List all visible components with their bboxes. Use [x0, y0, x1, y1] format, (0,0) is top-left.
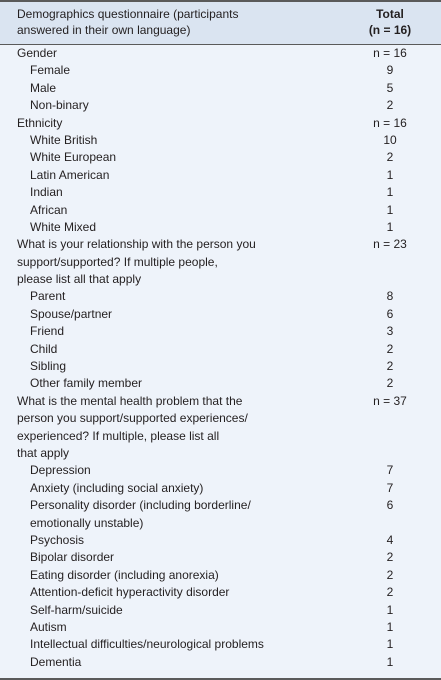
header-total: [340, 6, 440, 38]
row-value: 1: [386, 219, 394, 234]
header-total-n: (n = 16): [368, 23, 412, 37]
row-label: Autism: [30, 619, 67, 634]
row-label: Dementia: [30, 654, 82, 669]
row-label: Other family member: [30, 376, 143, 391]
row-label: Female: [30, 63, 71, 78]
table-row: [0, 306, 441, 323]
table-row: [0, 497, 441, 532]
row-value: 2: [386, 550, 394, 565]
row-value: n = 16: [373, 115, 407, 130]
row-label: Intellectual difficulties/neurological problems: [30, 637, 264, 652]
table-row: [0, 149, 441, 166]
row-value: 9: [386, 63, 394, 78]
row-label: Latin American: [30, 167, 110, 182]
row-value: n = 37: [373, 393, 407, 408]
table-row: [0, 341, 441, 358]
row-label: Spouse/partner: [30, 306, 113, 321]
row-value: 2: [386, 98, 394, 113]
row-label: White European: [30, 150, 117, 165]
row-label: Personality disorder (including borderline/ emotionally unstable): [30, 498, 251, 530]
row-value: 1: [386, 619, 394, 634]
table-row: [0, 358, 441, 375]
row-value: 1: [386, 202, 394, 217]
row-label: African: [30, 202, 68, 217]
table-header: [0, 0, 441, 45]
row-value: 2: [386, 341, 394, 356]
row-value: 10: [383, 132, 397, 147]
table-row: [0, 132, 441, 149]
table-row: [0, 549, 441, 566]
table-row: [0, 480, 441, 497]
table-row: [0, 532, 441, 549]
row-value: n = 23: [373, 237, 407, 252]
table-row: [0, 45, 441, 62]
table-body: [0, 45, 441, 671]
row-label: What is your relationship with the person you support/supported? If multiple people, please list all that apply: [17, 237, 256, 287]
table-row: [0, 236, 441, 288]
row-label: Psychosis: [30, 533, 85, 547]
table-row: [0, 115, 441, 132]
row-label: Male: [30, 80, 57, 95]
row-value: 4: [386, 533, 394, 547]
table-row: [0, 97, 441, 114]
table-row: [0, 393, 441, 463]
table-row: [0, 636, 441, 653]
table-row: [0, 202, 441, 219]
row-value: 8: [386, 289, 394, 304]
table-row: [0, 462, 441, 479]
header-total-title: Total: [376, 7, 404, 21]
row-value: 6: [386, 498, 394, 513]
row-value: 6: [386, 306, 394, 321]
table-row: [0, 219, 441, 236]
row-label: White Mixed: [30, 219, 97, 234]
row-value: 7: [386, 480, 394, 495]
row-value: 5: [386, 80, 394, 95]
table-row: [0, 602, 441, 619]
row-label: Friend: [30, 324, 65, 339]
table-row: [0, 619, 441, 636]
row-label: Ethnicity: [17, 115, 63, 130]
row-label: What is the mental health problem that the person you support/supported experiences/ experienced? If multiple, please list all that apply: [17, 393, 248, 461]
table-row: [0, 567, 441, 584]
row-label: Sibling: [30, 359, 67, 374]
row-label: Attention-deficit hyperactivity disorder: [30, 585, 230, 600]
row-value: 1: [386, 185, 394, 200]
row-label: Indian: [30, 185, 63, 200]
header-label: Demographics questionnaire (participants answered in their own language): [17, 7, 239, 37]
table-row: [0, 288, 441, 305]
table-row: [0, 80, 441, 97]
row-label: Depression: [30, 463, 91, 478]
table-row: [0, 654, 441, 671]
row-label: Anxiety (including social anxiety): [30, 480, 204, 495]
row-label: Child: [30, 341, 58, 356]
table-row: [0, 62, 441, 79]
table-row: [0, 167, 441, 184]
row-value: 2: [386, 150, 394, 165]
row-label: Gender: [17, 46, 58, 60]
row-value: 1: [386, 654, 394, 669]
table-row: [0, 584, 441, 601]
table-row: [0, 184, 441, 201]
table-row: [0, 375, 441, 392]
row-label: Eating disorder (including anorexia): [30, 567, 219, 582]
row-value: 2: [386, 359, 394, 374]
row-value: n = 16: [373, 46, 407, 60]
row-value: 2: [386, 376, 394, 391]
row-label: White British: [30, 132, 98, 147]
row-value: 2: [386, 567, 394, 582]
row-label: Bipolar disorder: [30, 550, 115, 565]
row-value: 1: [386, 637, 394, 652]
row-value: 1: [386, 167, 394, 182]
row-value: 3: [386, 324, 394, 339]
row-label: Self-harm/suicide: [30, 602, 123, 617]
table-row: [0, 323, 441, 340]
row-label: Non-binary: [30, 98, 89, 113]
row-label: Parent: [30, 289, 66, 304]
row-value: 2: [386, 585, 394, 600]
row-value: 1: [386, 602, 394, 617]
row-value: 7: [386, 463, 394, 478]
